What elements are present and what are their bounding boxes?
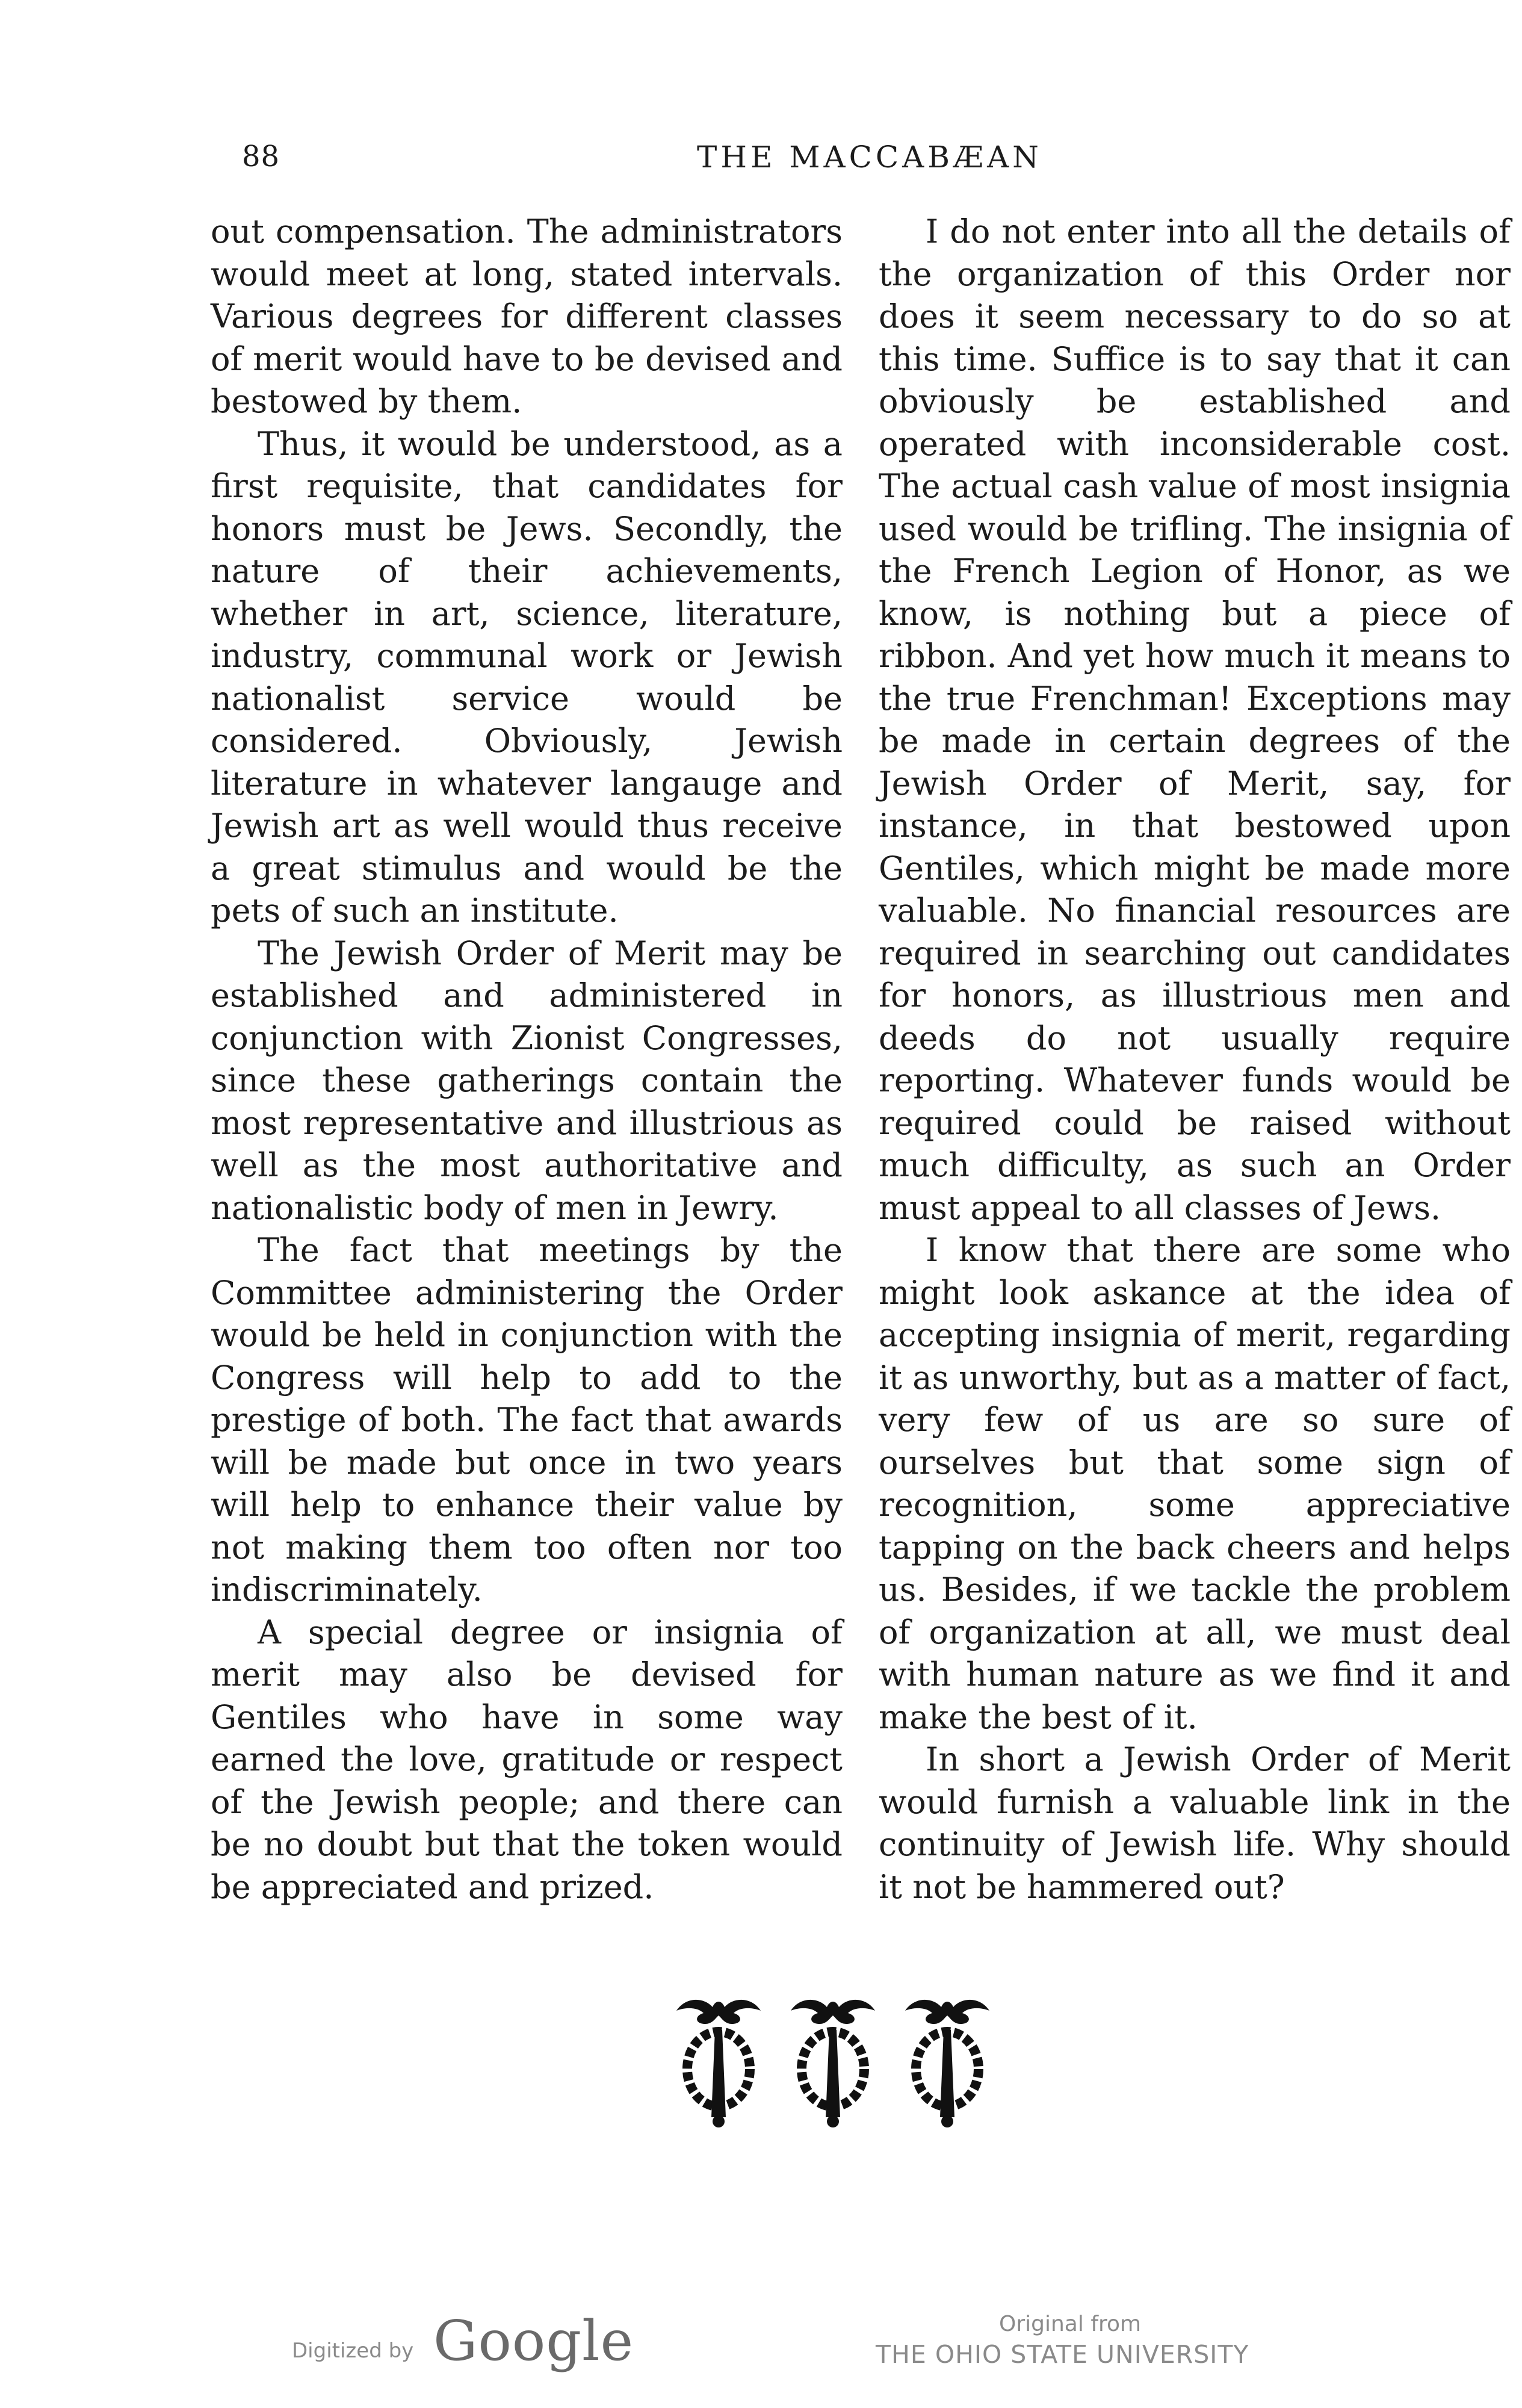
original-from-label: Original from xyxy=(999,2312,1142,2336)
right-paragraph-2: I know that there are some who might look askance at the idea of accepting insignia of merit, regarding it as unworthy, but as a matter of fact, very few of us are so sure of ourselves but that some sign of recognition, some appreciative tapping on the back cheers and helps us. Besides, if we tackle the problem of organization at all, we must deal with human nature as we find it and make the best of it. xyxy=(879,1231,1511,1736)
google-logo: Google xyxy=(433,2309,634,2373)
page-number: 88 xyxy=(242,140,280,173)
right-column xyxy=(879,211,1511,1908)
left-paragraph-5: A special degree or insignia of merit may also be devised for Gentiles who have in some way earned the love, gratitude or respect of the Jewish people; and there can be no doubt but that the token would be appreciated and prized. xyxy=(211,1613,843,1906)
left-paragraph-3: The Jewish Order of Merit may be established and administered in conjunction with Zionist Congresses, since these gatherings contain the most representative and illustrious as well as the most authoritative and nationalistic body of men in Jewry. xyxy=(211,934,843,1227)
right-paragraph-1: I do not enter into all the details of the organization of this Order nor does it seem necessary to do so at this time. Suffice is to say that it can obviously be established and operated with inconsiderable cost. The actual cash value of most insignia used would be trifling. The insignia of the French Legion of Honor, as we know, is nothing but a piece of ribbon. And yet how much it means to the true Frenchman! Exceptions may be made in certain degrees of the Jewish Order of Merit, say, for instance, in that bestowed upon Gentiles, which might be made more valuable. No financial resources are required in searching out candidates for honors, as illustrious men and deeds do not usually require reporting. Whatever funds would be required could be raised without much difficulty, as such an Order must appeal to all classes of Jews. xyxy=(879,213,1511,1227)
right-paragraph-3: In short a Jewish Order of Merit would furnish a valuable link in the continuity of Jewish life. Why should it not be hammered out? xyxy=(879,1740,1511,1906)
left-paragraph-4: The fact that meetings by the Committee administering the Order would be held in conjunction with the Congress will help to add to the prestige of both. The fact that awards will be made but once in two years will help to enhance their value by not making them too often nor too indiscriminately. xyxy=(211,1231,843,1609)
digitized-by-label: Digitized by xyxy=(292,2339,414,2363)
institution-name: THE OHIO STATE UNIVERSITY xyxy=(876,2340,1249,2369)
left-paragraph-1: out compensation. The administrators would meet at long, stated intervals. Various degrees for different classes of merit would have to be devised and bestowed by them. xyxy=(211,213,843,420)
page-header xyxy=(0,140,1522,188)
scan-footer xyxy=(0,2291,1522,2375)
left-column xyxy=(211,211,843,1908)
running-title: THE MACCABÆAN xyxy=(697,140,1042,175)
wreath-ribbon-ornament-icon xyxy=(664,1994,1001,2138)
left-paragraph-2: Thus, it would be understood, as a first requisite, that candidates for honors must be Jews. Secondly, the nature of their achievements, whether in art, science, literature, industry, communal work or Jewish nationalist service would be considered. Obviously, Jewish literature in whatever langauge and Jewish art as well would thus receive a great stimulus and would be the pets of such an institute. xyxy=(211,424,843,929)
